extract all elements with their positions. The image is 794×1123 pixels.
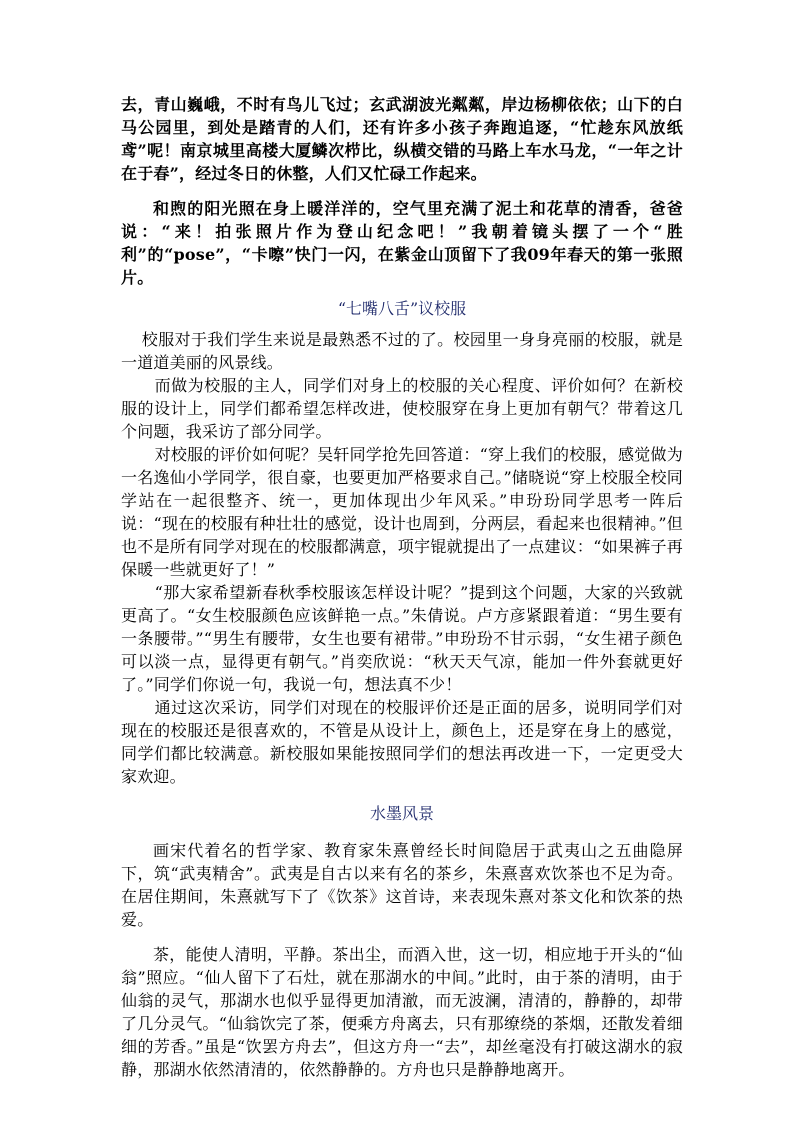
- paragraph-zhuxi-intro: 画宋代着名的哲学家、教育家朱熹曾经长时间隐居于武夷山之五曲隐屏下，筑“武夷精舍”。武夷是自古以来有名的茶乡，朱熹喜欢饮茶也不足为奇。在居住期间，朱熹就写下了《饮茶》这首诗，来表现朱熹对茶文化和饮茶的热爱。: [121, 841, 683, 929]
- document-page: [121, 93, 683, 1081]
- paragraph-uniform-evaluation: 对校服的评价如何呢？吴轩同学抢先回答道：“穿上我们的校服，感觉做为一名逸仙小学同学，很自豪，也要更加严格要求自己。”储晓说“穿上校服全校同学站在一起很整齐、统一，更加体现出少年风采。”申玢玢同学思考一阵后说：“现在的校服有种壮壮的感觉，设计也周到，分两层，看起来也很精神。”但也不是所有同学对现在的校服都满意，项宇锟就提出了一点建议：“如果裤子再保暖一些就更好了！”: [121, 445, 683, 579]
- heading-ink-scenery: 水墨风景: [369, 804, 434, 823]
- paragraph-spring-photo: 和煦的阳光照在身上暖洋洋的，空气里充满了泥土和花草的清香，爸爸说：“来！拍张照片作为登山纪念吧！”我朝着镜头摆了一个“胜利”的“pose”，“卡嚓”快门一闪，在紫金山顶留下了我09年春天的第一张照片。: [121, 199, 683, 287]
- paragraph-uniform-questions: 而做为校服的主人，同学们对身上的校服的关心程度、评价如何？在新校服的设计上，同学们都希望怎样改进，使校服穿在身上更加有朝气？带着这几个问题，我采访了部分同学。: [121, 376, 683, 441]
- paragraph-uniform-design: “那大家希望新春秋季校服该怎样设计呢？”提到这个问题，大家的兴致就更高了。“女生校服颜色应该鲜艳一点。”朱倩说。卢方彦紧跟着道：“男生要有一条腰带。”“男生有腰带，女生也要有裙带。”申玢玢不甘示弱，“女生裙子颜色可以淡一点，显得更有朝气。”肖奕欣说：“秋天天气凉，能加一件外套就更好了。”同学们你说一句，我说一句，想法真不少！: [121, 583, 683, 694]
- paragraph-uniform-conclusion: 通过这次采访，同学们对现在的校服评价还是正面的居多，说明同学们对现在的校服还是很喜欢的，不管是从设计上，颜色上，还是穿在身上的感觉，同学们都比较满意。新校服如果能按照同学们的想法再改进一下，一定更受大家欢迎。: [121, 698, 683, 786]
- paragraph-spring-scenery: 去，青山巍峨，不时有鸟儿飞过；玄武湖波光粼粼，岸边杨柳依依；山下的白马公园里，到处是踏青的人们，还有许多小孩子奔跑追逐，“忙趁东风放纸鸢”呢！南京城里高楼大厦鳞次栉比，纵横交错的马路上车水马龙，“一年之计在于春”，经过冬日的休整，人们又忙碌工作起来。: [121, 95, 683, 183]
- paragraph-uniform-intro: 校服对于我们学生来说是最熟悉不过的了。校园里一身身亮丽的校服，就是一道道美丽的风景线。: [121, 330, 683, 372]
- paragraph-tea-poem: 茶，能使人清明，平静。茶出尘，而酒入世，这一切，相应地于开头的“仙翁”照应。“仙人留下了石灶，就在那湖水的中间。”此时，由于茶的清明，由于仙翁的灵气，那湖水也似乎显得更加清澈，而无波澜，清清的，静静的，却带了几分灵气。“仙翁饮完了茶，便乘方舟离去，只有那缭绕的茶烟，还散发着细细的芳香。”虽是“饮罢方舟去”，但这方舟一“去”，却丝毫没有打破这湖水的寂静，那湖水依然清清的，依然静静的。方舟也只是静静地离开。: [121, 945, 683, 1079]
- heading-school-uniform: “七嘴八舌”议校服: [337, 299, 467, 318]
